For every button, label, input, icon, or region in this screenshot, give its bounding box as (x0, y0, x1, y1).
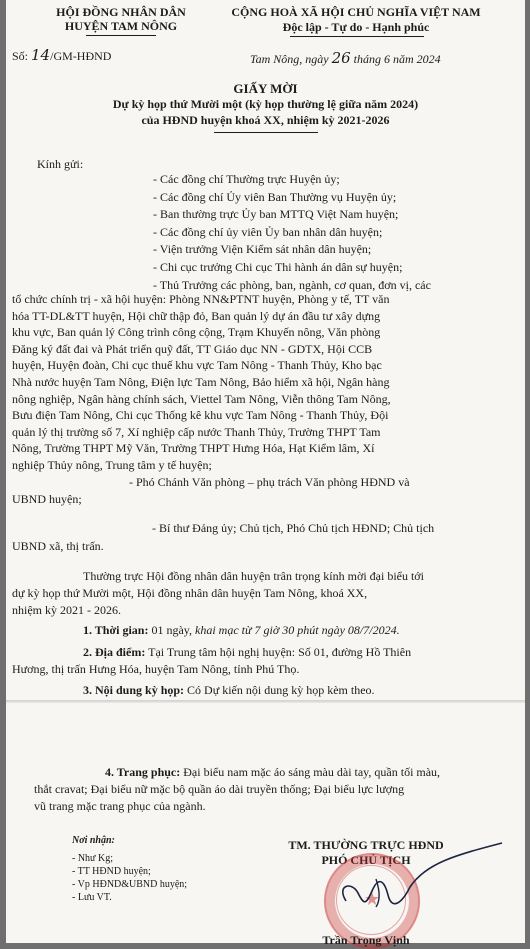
footer-recipient: - Như Kg; (72, 853, 113, 864)
item-location-text: Tại Trung tâm hội nghị huyện: Số 01, đường Hồ Thiên (148, 645, 412, 659)
item-content-text: Có Dự kiến nội dung kỳ họp kèm theo. (187, 683, 375, 697)
org-line: khu vực, Ban quản lý Công trình công cộng, Trạm Khuyến nông, Văn phòng (12, 325, 381, 340)
signer-name: Trần Trọng Vịnh (322, 933, 410, 947)
item-location (83, 645, 411, 660)
org-line: Nhà nước huyện Tam Nông, Điện lực Tam Nông, Bảo hiểm xã hội, Ngân hàng (12, 374, 390, 389)
org-line: quản lý thị trường số 7, Xí nghiệp cấp nước Thanh Thủy, Trường THPT Tam (12, 424, 381, 439)
recipient-pcvp-line2: UBND huyện; (12, 492, 82, 506)
item-dress-line3: vũ trang mặc trang phục của ngành. (34, 799, 206, 813)
recipients-intro: Kính gửi: (37, 157, 84, 171)
date-handwritten: 26 (331, 49, 351, 67)
nation-underline (290, 36, 424, 37)
item-dress-label: 4. Trang phục: (105, 765, 181, 779)
organization-list (12, 291, 517, 474)
item-content-label: 3. Nội dung kỳ họp: (83, 683, 185, 697)
org-line: Bưu điện Tam Nông, Chi cục Thống kê khu vực Tam Nông - Thanh Thủy, Đội (12, 408, 389, 423)
invite-line: Thường trực Hội đồng nhân dân huyện trân trọng kính mời đại biểu tới (83, 569, 424, 583)
org-line: nông nghiệp, Ngân hàng chính sách, Viettel Tam Nông, Viễn thông Tam Nông, (12, 391, 391, 406)
item-time (83, 623, 400, 638)
document-date: Tam Nông, ngày 26 tháng 6 năm 2024 (250, 49, 441, 67)
org-line: hóa TT-DL&TT huyện, Hội chữ thập đỏ, Ban quản lý dự án đầu tư xây dựng (12, 308, 381, 323)
item-time-italic: khai mạc từ 7 giờ 30 phút ngày 08/7/2024. (195, 623, 400, 637)
document-title: GIẤY MỜI (233, 81, 298, 96)
org-line: nghiệp Thủy nông, Trung tâm y tế huyện; (12, 457, 212, 472)
recipients-list (153, 171, 431, 294)
recipient-bithu-line2: UBND xã, thị trấn. (12, 539, 104, 553)
document-subtitle1: Dự kỳ họp thứ Mười một (kỳ họp thường lệ giữa năm 2024) (112, 97, 419, 111)
footer-recipients-list (72, 852, 187, 904)
signature-mark (306, 833, 506, 923)
item-dress-text: Đại biểu nam mặc áo sáng màu dài tay, quần tối màu, (183, 765, 441, 779)
document-subtitle2: của HĐND huyện khoá XX, nhiệm kỳ 2021-2026 (141, 113, 390, 127)
nation-line1: CỘNG HOÀ XÃ HỘI CHỦ NGHĨA VIỆT NAM (231, 5, 481, 19)
org-line2: HUYỆN TAM NÔNG (64, 19, 178, 33)
org-line: Nông, Trường THPT Mỹ Văn, Trường THPT Hưng Hóa, Hạt Kiểm lâm, Xí (12, 441, 375, 456)
recipient-item: - Các đồng chí ủy viên Ủy ban nhân dân huyện; (153, 224, 383, 239)
document-page (6, 0, 525, 947)
item-time-label: 1. Thời gian: (83, 623, 149, 637)
org-line: huyện, Huyện đoàn, Chi cục thuế khu vực Tam Nông - Thanh Thủy, Kho bạc (12, 358, 382, 373)
recipient-item: - Thủ Trưởng các phòng, ban, ngành, cơ quan, đơn vị, các (153, 277, 431, 292)
invite-line: dự kỳ họp thứ Mười một, Hội đồng nhân dân huyện Tam Nông, khoá XX, (12, 586, 368, 600)
page-top (6, 0, 525, 700)
invite-line: nhiệm kỳ 2021 - 2026. (12, 603, 121, 617)
page-bottom (6, 703, 525, 947)
org-line1: HỘI ĐỒNG NHÂN DÂN (56, 5, 186, 19)
footer-recipients-title: Nơi nhận: (72, 835, 115, 846)
org-underline (86, 35, 156, 36)
item-time-text: 01 ngày, (151, 623, 192, 637)
footer-recipient: - Lưu VT. (72, 892, 112, 903)
item-dress-line2: thắt cravat; Đại biểu nữ mặc bộ quần áo dài truyền thống; Đại biểu lực lượng (34, 782, 405, 796)
number-handwritten: 14 (31, 46, 51, 64)
org-line: Đăng ký đất đai và Phát triển quỹ đất, TT Giáo dục NN - GDTX, Hội CCB (12, 341, 373, 356)
recipient-item: - Ban thường trực Ủy ban MTTQ Việt Nam huyện; (153, 207, 399, 222)
sign-title1: TM. THƯỜNG TRỰC HĐND (288, 838, 444, 852)
official-stamp: ★ (324, 853, 420, 949)
org-line: tổ chức chính trị - xã hội huyện: Phòng NN&PTNT huyện, Phòng y tế, TT văn (12, 292, 390, 306)
item-content (83, 683, 375, 698)
item-dress (105, 765, 440, 780)
footer-recipient: - TT HĐND huyện; (72, 866, 151, 877)
item-location-line2: Hương, thị trấn Hưng Hóa, huyện Tam Nông, tỉnh Phú Thọ. (12, 662, 300, 676)
recipient-bithu-line1: - Bí thư Đảng ủy; Chủ tịch, Phó Chủ tịch HĐND; Chủ tịch (152, 521, 435, 535)
footer-recipient: - Vp HĐND&UBND huyện; (72, 879, 188, 890)
document-number: Số: 14/GM-HĐND (12, 46, 112, 64)
recipient-item: - Chi cục trưởng Chi cục Thi hành án dân sự huyện; (153, 259, 403, 274)
recipient-item: - Viện trưởng Viện Kiểm sát nhân dân huyện; (153, 242, 372, 257)
sign-title2: PHÓ CHỦ TỊCH (321, 853, 411, 867)
nation-line2: Độc lập - Tự do - Hạnh phúc (282, 20, 430, 34)
item-location-label: 2. Địa điểm: (83, 645, 146, 659)
recipient-item: - Các đồng chí Thường trực Huyện ủy; (153, 172, 340, 186)
recipient-pcvp-line1: - Phó Chánh Văn phòng – phụ trách Văn phòng HĐND và (129, 475, 410, 489)
title-underline (214, 132, 318, 133)
recipient-item: - Các đồng chí Ủy viên Ban Thường vụ Huyện ủy; (153, 189, 397, 204)
